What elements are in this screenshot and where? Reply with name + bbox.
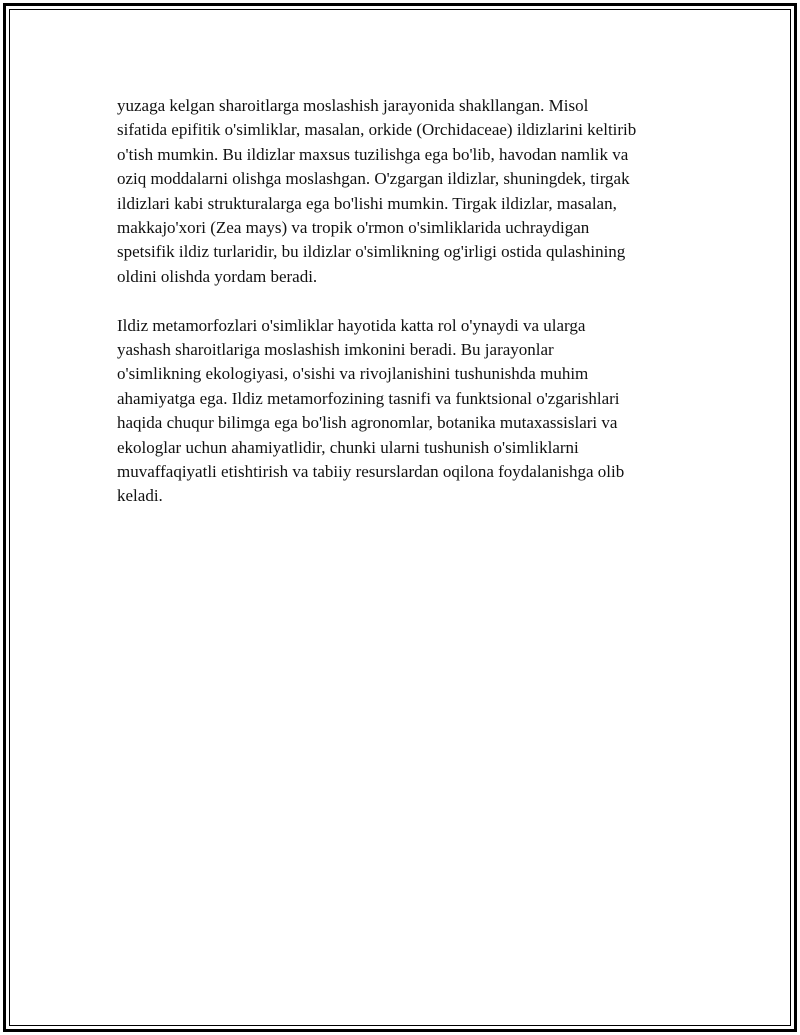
paragraph-2: Ildiz metamorfozlari o'simliklar hayotida katta rol o'ynaydi va ularga yashash sharoitlariga moslashish imkonini beradi. Bu jarayonlar o'simlikning ekologiyasi, o'sishi va rivojlanishini tushunishda muhim ahamiyatga ega. Ildiz metamorfozining tasnifi va funktsional o'zgarishlari haqida chuqur bilimga ega bo'lish agronomlar, botanika mutaxassislari va ekologlar uchun ahamiyatlidir, chunki ularni tushunish o'simliklarni muvaffaqiyatli etishtirish va tabiiy resurslardan oqilona foydalanishga olib keladi. <box>117 315 625 506</box>
document-body <box>117 94 677 533</box>
paragraph-1: yuzaga kelgan sharoitlarga moslashish jarayonida shakllangan. Misol sifatida epifitik o'simliklar, masalan, orkide (Orchidaceae) ildizlarini keltirib o'tish mumkin. Bu ildizlar maxsus tuzilishga ega bo'lib, havodan namlik va oziq moddalarni olishga moslashgan. O'zgargan ildizlar, shuningdek, tirgak ildizlari kabi strukturalarga ega bo'lishi mumkin. Tirgak ildizlar, masalan, makkajo'xori (Zea mays) va tropik o'rmon o'simliklarida uchraydigan spetsifik ildiz turlaridir, bu ildizlar o'simlikning og'irligi ostida qulashining oldini olishda yordam beradi. <box>117 96 637 286</box>
